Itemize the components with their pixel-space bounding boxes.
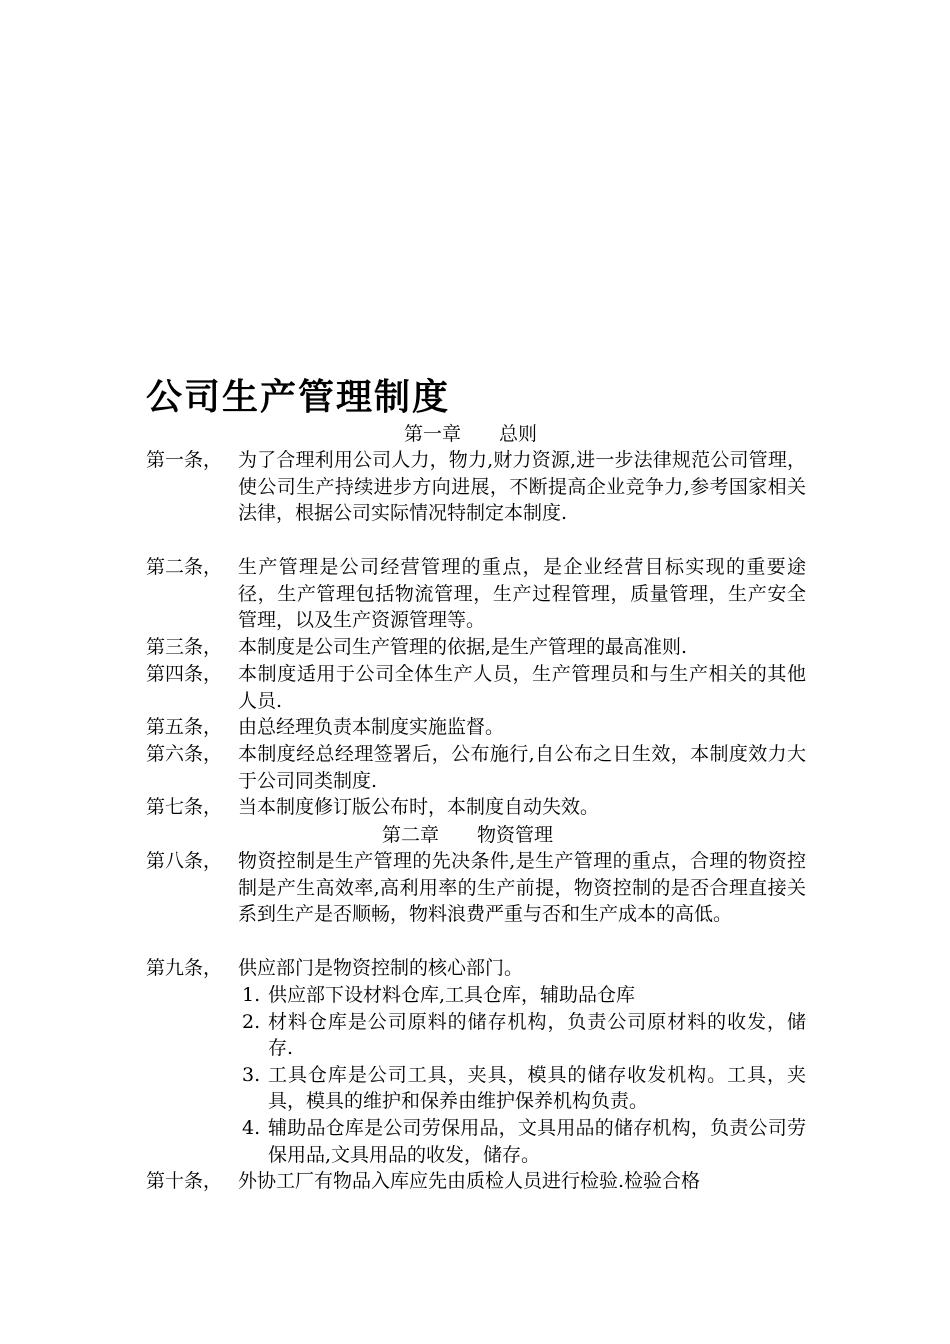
list-item-text: 材料仓库是公司原料的储存机构，负责公司原材料的收发，储存. [268,1010,806,1060]
article-1 [146,447,806,527]
article-number: 第十条， [146,1170,223,1192]
list-item [238,1115,806,1168]
article-number: 第八条， [146,850,223,872]
chapter-2-name: 物资管理 [477,824,554,846]
list-item-text: 供应部下设材料仓库,工具仓库，辅助品仓库 [268,984,636,1006]
article-text: 为了合理利用公司人力，物力,财力资源,进一步法律规范公司管理，使公司生产持续进步方向进展，不断提高企业竞争力,参考国家相关法律，根据公司实际情况特制定本制度. [238,449,806,525]
article-3 [146,634,806,661]
list-item [238,1009,806,1062]
article-number: 第九条， [146,957,223,979]
article-number: 第二条， [146,556,223,578]
article-text: 供应部门是物资控制的核心部门。 [238,957,524,979]
article-text: 外协工厂有物品入库应先由质检人员进行检验.检验合格 [238,1170,701,1192]
list-marker: 3. [242,1063,261,1086]
article-9-list [238,982,806,1168]
article-text: 生产管理是公司经营管理的重点，是企业经营目标实现的重要途径，生产管理包括物流管理，生产过程管理，质量管理，生产安全管理，以及生产资源管理等。 [238,556,806,632]
article-text: 物资控制是生产管理的先决条件,是生产管理的重点，合理的物资控制是产生高效率,高利用率的生产前提，物资控制的是否合理直接关系到生产是否顺畅，物料浪费严重与否和生产成本的高低。 [238,850,806,926]
article-7 [146,794,806,821]
article-text: 本制度适用于公司全体生产人员，生产管理员和与生产相关的其他人员. [238,663,806,712]
article-number: 第六条， [146,743,223,765]
chapter-2-label: 第二章 [382,824,440,846]
article-10 [146,1168,806,1195]
article-4 [146,661,806,714]
list-marker: 1. [242,984,261,1006]
list-item-text: 辅助品仓库是公司劳保用品，文具用品的储存机构，负责公司劳保用品,文具用品的收发，储存。 [268,1116,806,1166]
article-9 [146,955,806,982]
article-number: 第三条， [146,636,223,658]
article-number: 第一条， [146,449,223,471]
chapter-1-label: 第一章 [404,423,462,445]
list-marker: 2. [242,1010,261,1033]
article-text: 当本制度修订版公布时，本制度自动失效。 [238,796,600,818]
article-2 [146,554,806,634]
article-text: 本制度经总经理签署后，公布施行,自公布之日生效，本制度效力大于公司同类制度. [238,743,806,792]
article-8 [146,848,806,928]
article-number: 第七条， [146,796,223,818]
chapter-1-name: 总则 [499,423,538,445]
article-number: 第四条， [146,663,223,685]
list-marker: 4. [242,1116,261,1139]
list-item [238,1062,806,1115]
chapter-1-heading [404,421,537,447]
article-6 [146,741,806,794]
article-5 [146,714,806,741]
article-text: 由总经理负责本制度实施监督。 [238,716,505,738]
article-text: 本制度是公司生产管理的依据,是生产管理的最高准则. [238,636,688,658]
list-item-text: 工具仓库是公司工具，夹具，模具的储存收发机构。工具，夹具，模具的维护和保养由维护保养机构负责。 [268,1063,806,1113]
list-item [238,982,806,1009]
article-number: 第五条， [146,716,223,738]
chapter-2-heading [382,822,553,848]
document-title: 公司生产管理制度 [146,377,451,418]
